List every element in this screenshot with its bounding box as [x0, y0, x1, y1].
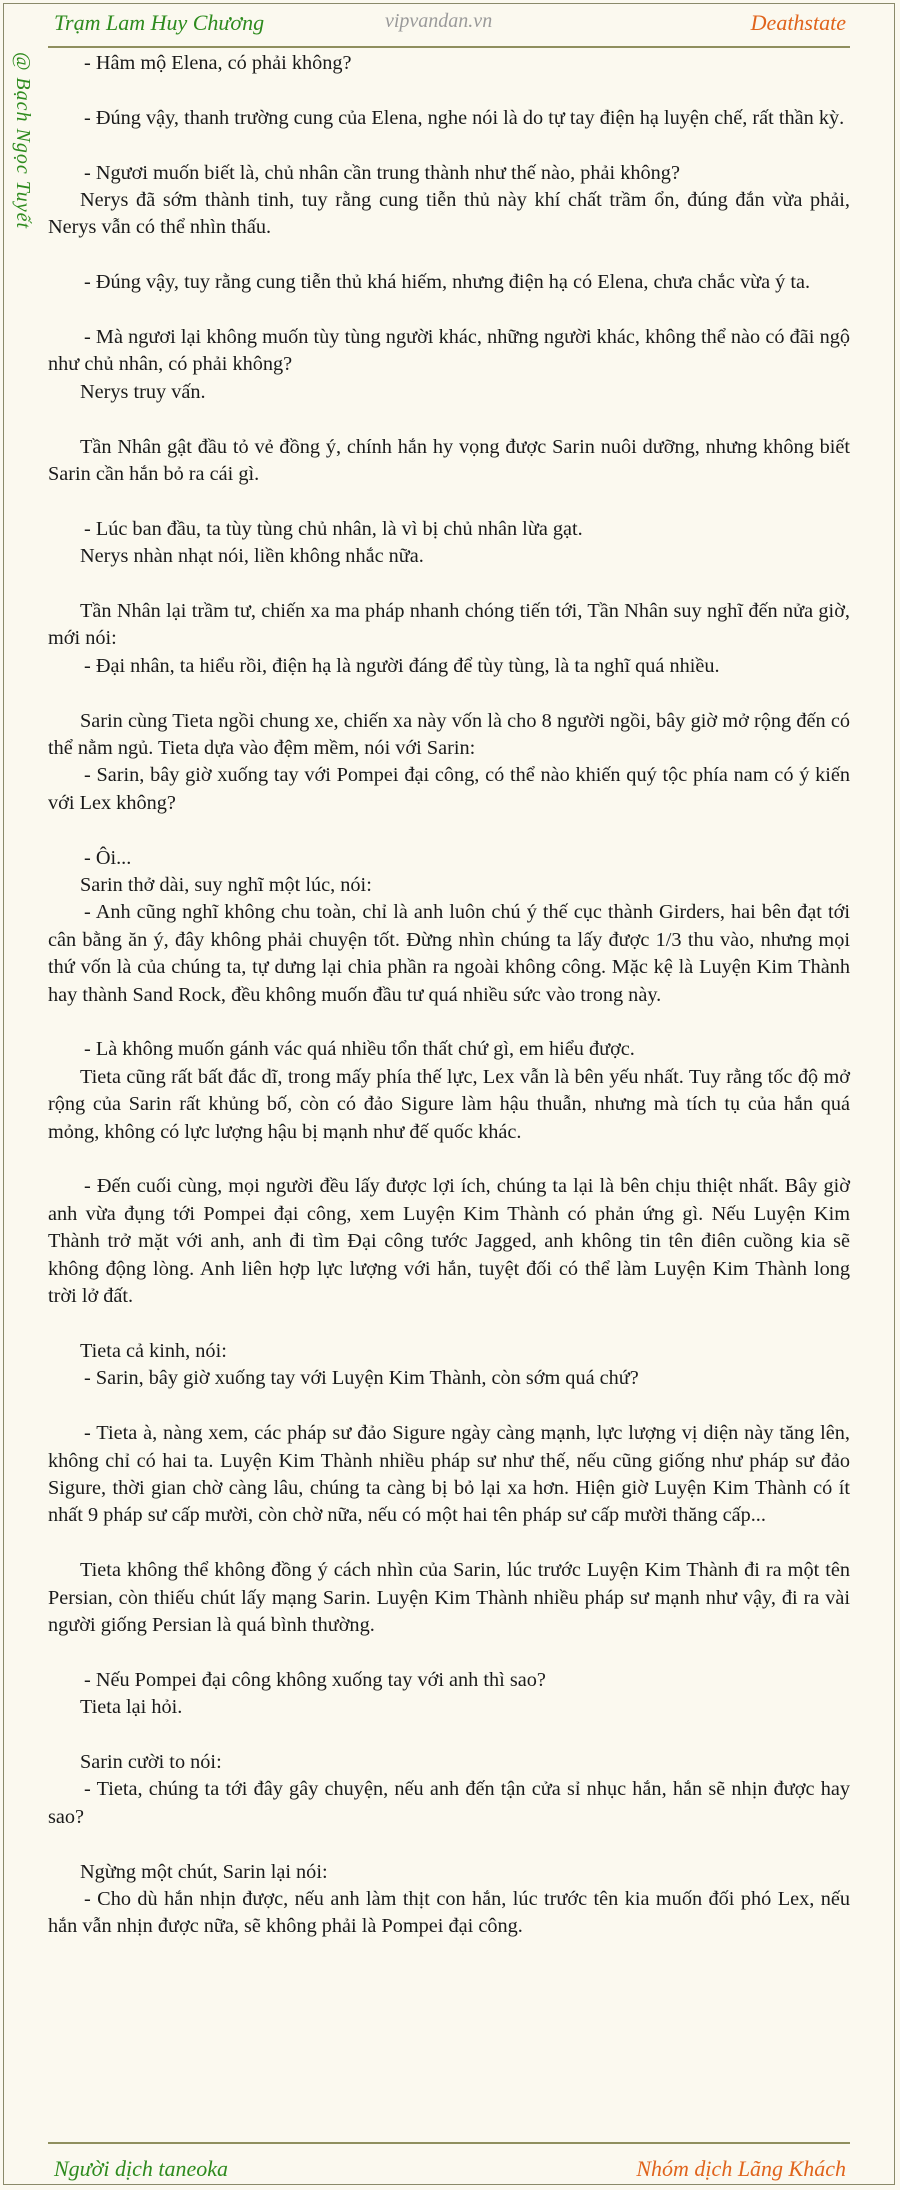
dialogue-paragraph: - Đúng vậy, tuy rằng cung tiễn thủ khá hiếm, nhưng điện hạ có Elena, chưa chắc vừa ý ta. — [84, 271, 811, 294]
paragraph-gap — [48, 1530, 850, 1557]
paragraph-gap — [48, 488, 850, 515]
dialogue-paragraph: - Là không muốn gánh vác quá nhiều tổn thất chứ gì, em hiểu được. — [84, 1038, 635, 1061]
dialogue-paragraph: - Anh cũng nghĩ không chu toàn, chỉ là anh luôn chú ý thế cục thành Girders, hai bên đạt tới cân bằng ăn ý, đây không phải chuyện tốt. Đừng nhìn chúng ta lấy được 1/3 thu vào, nhưng mọi thứ vốn là của chúng ta, tự dưng lại chia phần ra ngoài không công. Mặc kệ là Luyện Kim Thành hay thành Sand Rock, đều không muốn đầu tư quá nhiều sức vào trong này. — [48, 901, 850, 1006]
dialogue-paragraph: - Hâm mộ Elena, có phải không? — [84, 52, 352, 74]
paragraph-gap — [48, 77, 850, 104]
page-header — [0, 0, 900, 46]
paragraph-gap — [48, 680, 850, 707]
dialogue-paragraph: - Đại nhân, ta hiểu rồi, điện hạ là người đáng để tùy tùng, là ta nghĩ quá nhiều. — [84, 654, 720, 677]
narration-paragraph: Tieta cũng rất bất đắc dĩ, trong mấy phía thế lực, Lex vẫn là bên yếu nhất. Tuy rằng tốc độ mở rộng của Sarin rất khủng bố, còn có đảo Sigure làm hậu thuẫn, nhưng mà tích tụ của hắn quá mỏng, không có lực lượng hậu bị mạnh như đế quốc khác. — [48, 1065, 850, 1143]
dialogue-paragraph: - Đúng vậy, thanh trường cung của Elena, nghe nói là do tự tay điện hạ luyện chế, rất thần kỳ. — [84, 106, 845, 129]
dialogue-paragraph: - Sarin, bây giờ xuống tay với Luyện Kim Thành, còn sớm quá chứ? — [84, 1367, 639, 1390]
footer-translator: Người dịch taneoka — [54, 2156, 229, 2181]
narration-paragraph: Nerys đã sớm thành tinh, tuy rằng cung tiễn thủ này khí chất trầm ổn, đúng đắn vừa phải, Nerys vẫn có thể nhìn thấu. — [48, 189, 850, 239]
paragraph-gap — [48, 242, 850, 269]
paragraph-gap — [48, 1009, 850, 1036]
narration-paragraph: Sarin cười to nói: — [80, 1750, 222, 1773]
narration-paragraph: Sarin thở dài, suy nghĩ một lúc, nói: — [80, 874, 372, 897]
footer-group: Nhóm dịch Lãng Khách — [636, 2156, 846, 2181]
side-watermark: @ Bạch Ngọc Tuyết — [12, 52, 34, 230]
paragraph-gap — [48, 1146, 850, 1173]
dialogue-paragraph: - Sarin, bây giờ xuống tay với Pompei đại công, có thể nào khiến quý tộc phía nam có ý kiến với Lex không? — [48, 764, 850, 814]
narration-paragraph: Nerys nhàn nhạt nói, liền không nhắc nữa. — [80, 545, 424, 568]
dialogue-paragraph: - Lúc ban đầu, ta tùy tùng chủ nhân, là vì bị chủ nhân lừa gạt. — [84, 517, 583, 540]
paragraph-gap — [48, 1311, 850, 1338]
narration-paragraph: Tieta cả kinh, nói: — [80, 1339, 227, 1362]
paragraph-gap — [48, 297, 850, 324]
narration-paragraph: Tần Nhân gật đầu tỏ vẻ đồng ý, chính hắn hy vọng được Sarin nuôi dưỡng, nhưng không biết Sarin cần hắn bỏ ra cái gì. — [48, 435, 850, 486]
narration-paragraph: Tieta không thể không đồng ý cách nhìn của Sarin, lúc trước Luyện Kim Thành đi ra một tên Persian, còn thiếu chút lấy mạng Sarin. Luyện Kim Thành nhiều pháp sư mạnh như vậy, đi ra vài người giống Persian là quá bình thường. — [48, 1559, 850, 1636]
narration-paragraph: Ngừng một chút, Sarin lại nói: — [80, 1860, 328, 1883]
dialogue-paragraph: - Ngươi muốn biết là, chủ nhân cần trung thành như thế nào, phải không? — [84, 161, 680, 184]
dialogue-paragraph: - Tieta à, nàng xem, các pháp sư đảo Sigure ngày càng mạnh, lực lượng vị diện này tăng lên, không chỉ có hai ta. Luyện Kim Thành nhiều pháp sư như thế, nếu cũng giống như pháp sư đảo Sigure, thời gian chờ càng lâu, chúng ta càng bị bỏ lại xa hơn. Hiện giờ Luyện Kim Thành có ít nhất 9 pháp sư cấp mười, còn chờ nữa, nếu có một hai tên pháp sư cấp mười thăng cấp... — [48, 1422, 850, 1527]
paragraph-gap — [48, 1831, 850, 1858]
narration-paragraph: Tần Nhân lại trầm tư, chiến xa ma pháp nhanh chóng tiến tới, Tần Nhân suy nghĩ đến nửa giờ, mới nói: — [48, 600, 850, 650]
narration-paragraph: Sarin cùng Tieta ngồi chung xe, chiến xa này vốn là cho 8 người ngồi, bây giờ mở rộng đến có thể nằm ngủ. Tieta dựa vào đệm mềm, nói với Sarin: — [48, 709, 850, 760]
header-site-name: vipvandan.vn — [385, 10, 493, 32]
chapter-body — [48, 50, 850, 1941]
paragraph-gap — [48, 1639, 850, 1666]
dialogue-paragraph: - Tieta, chúng ta tới đây gây chuyện, nếu anh đến tận cửa sỉ nhục hắn, hắn sẽ nhịn được hay sao? — [48, 1778, 850, 1828]
dialogue-paragraph: - Đến cuối cùng, mọi người đều lấy được lợi ích, chúng ta lại là bên chịu thiệt nhất. Bây giờ anh vừa đụng tới Pompei đại công, xem Luyện Kim Thành có phản ứng gì. Nếu Luyện Kim Thành trở mặt với anh, anh đi tìm Đại công tước Jagged, anh không tin tên điên cuồng kia sẽ không động lòng. Anh liên hợp lực lượng với hắn, tuyệt đối có thể làm Luyện Kim Thành long trời lở đất. — [48, 1175, 850, 1308]
paragraph-gap — [48, 132, 850, 159]
paragraph-gap — [48, 406, 850, 433]
dialogue-paragraph: - Mà ngươi lại không muốn tùy tùng người khác, những người khác, không thể nào có đãi ngộ như chủ nhân, có phải không? — [48, 326, 850, 376]
paragraph-gap — [48, 1393, 850, 1420]
header-book-title: Trạm Lam Huy Chương — [54, 10, 265, 35]
narration-paragraph: Nerys truy vấn. — [80, 380, 206, 403]
paragraph-gap — [48, 817, 850, 844]
header-rule — [48, 46, 850, 48]
dialogue-paragraph: - Cho dù hắn nhịn được, nếu anh làm thịt con hắn, lúc trước tên kia muốn đối phó Lex, nếu hắn vẫn nhịn được nữa, sẽ không phải là Pompei đại công. — [48, 1887, 850, 1938]
paragraph-gap — [48, 571, 850, 598]
narration-paragraph: Tieta lại hỏi. — [80, 1696, 183, 1719]
dialogue-paragraph: - Nếu Pompei đại công không xuống tay với anh thì sao? — [84, 1668, 546, 1691]
dialogue-paragraph: - Ôi... — [84, 846, 132, 869]
paragraph-gap — [48, 1722, 850, 1749]
header-author: Deathstate — [750, 10, 846, 35]
page-footer — [0, 2144, 900, 2190]
